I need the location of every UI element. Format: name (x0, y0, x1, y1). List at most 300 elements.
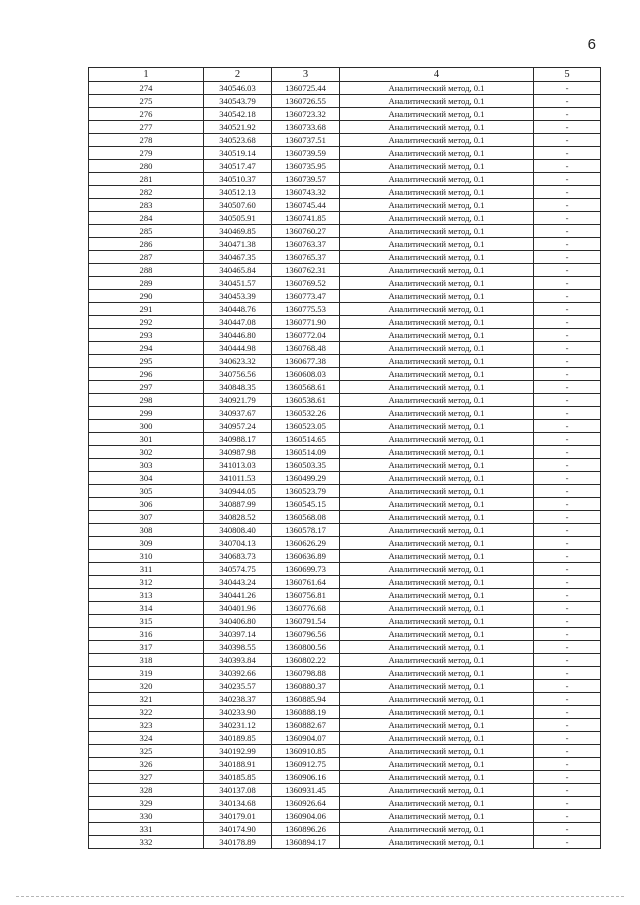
method-cell: Аналитический метод, 0.1 (340, 290, 534, 303)
method-cell: Аналитический метод, 0.1 (340, 316, 534, 329)
y-coordinate-cell: 1360776.68 (272, 602, 340, 615)
column-header-4: 4 (340, 68, 534, 82)
method-cell: Аналитический метод, 0.1 (340, 121, 534, 134)
note-cell: - (534, 329, 601, 342)
table-row (89, 498, 601, 511)
x-coordinate-cell: 340921.79 (204, 394, 272, 407)
method-cell: Аналитический метод, 0.1 (340, 433, 534, 446)
y-coordinate-cell: 1360608.03 (272, 368, 340, 381)
y-coordinate-cell: 1360904.07 (272, 732, 340, 745)
table-row (89, 836, 601, 849)
y-coordinate-cell: 1360733.68 (272, 121, 340, 134)
method-cell: Аналитический метод, 0.1 (340, 693, 534, 706)
note-cell: - (534, 316, 601, 329)
table-row (89, 628, 601, 641)
table-row (89, 121, 601, 134)
x-coordinate-cell: 340521.92 (204, 121, 272, 134)
note-cell: - (534, 303, 601, 316)
point-number-cell: 304 (89, 472, 204, 485)
y-coordinate-cell: 1360771.90 (272, 316, 340, 329)
table-row (89, 771, 601, 784)
y-coordinate-cell: 1360885.94 (272, 693, 340, 706)
table-row (89, 355, 601, 368)
x-coordinate-cell: 340231.12 (204, 719, 272, 732)
y-coordinate-cell: 1360768.48 (272, 342, 340, 355)
table-body (89, 82, 601, 849)
note-cell: - (534, 550, 601, 563)
point-number-cell: 282 (89, 186, 204, 199)
method-cell: Аналитический метод, 0.1 (340, 342, 534, 355)
table-row (89, 511, 601, 524)
x-coordinate-cell: 340397.14 (204, 628, 272, 641)
point-number-cell: 309 (89, 537, 204, 550)
column-header-3: 3 (272, 68, 340, 82)
x-coordinate-cell: 340406.80 (204, 615, 272, 628)
method-cell: Аналитический метод, 0.1 (340, 576, 534, 589)
y-coordinate-cell: 1360739.57 (272, 173, 340, 186)
x-coordinate-cell: 340453.39 (204, 290, 272, 303)
y-coordinate-cell: 1360896.26 (272, 823, 340, 836)
point-number-cell: 287 (89, 251, 204, 264)
table-row (89, 537, 601, 550)
note-cell: - (534, 836, 601, 849)
table-row (89, 524, 601, 537)
point-number-cell: 285 (89, 225, 204, 238)
table-row (89, 160, 601, 173)
note-cell: - (534, 472, 601, 485)
point-number-cell: 328 (89, 784, 204, 797)
table-row (89, 95, 601, 108)
table-row (89, 732, 601, 745)
method-cell: Аналитический метод, 0.1 (340, 485, 534, 498)
y-coordinate-cell: 1360882.67 (272, 719, 340, 732)
x-coordinate-cell: 340887.99 (204, 498, 272, 511)
table-row (89, 615, 601, 628)
method-cell: Аналитический метод, 0.1 (340, 134, 534, 147)
note-cell: - (534, 784, 601, 797)
x-coordinate-cell: 340398.55 (204, 641, 272, 654)
x-coordinate-cell: 340756.56 (204, 368, 272, 381)
note-cell: - (534, 745, 601, 758)
table-row (89, 251, 601, 264)
table-row (89, 368, 601, 381)
note-cell: - (534, 355, 601, 368)
point-number-cell: 289 (89, 277, 204, 290)
x-coordinate-cell: 340505.91 (204, 212, 272, 225)
method-cell: Аналитический метод, 0.1 (340, 784, 534, 797)
method-cell: Аналитический метод, 0.1 (340, 615, 534, 628)
y-coordinate-cell: 1360888.19 (272, 706, 340, 719)
table-row (89, 420, 601, 433)
y-coordinate-cell: 1360741.85 (272, 212, 340, 225)
table-row (89, 602, 601, 615)
point-number-cell: 302 (89, 446, 204, 459)
point-number-cell: 324 (89, 732, 204, 745)
x-coordinate-cell: 340465.84 (204, 264, 272, 277)
method-cell: Аналитический метод, 0.1 (340, 732, 534, 745)
y-coordinate-cell: 1360912.75 (272, 758, 340, 771)
table-header-row (89, 68, 601, 82)
y-coordinate-cell: 1360931.45 (272, 784, 340, 797)
note-cell: - (534, 173, 601, 186)
table-row (89, 316, 601, 329)
table-row (89, 446, 601, 459)
point-number-cell: 303 (89, 459, 204, 472)
point-number-cell: 329 (89, 797, 204, 810)
table-row (89, 745, 601, 758)
note-cell: - (534, 563, 601, 576)
x-coordinate-cell: 340233.90 (204, 706, 272, 719)
method-cell: Аналитический метод, 0.1 (340, 654, 534, 667)
point-number-cell: 290 (89, 290, 204, 303)
x-coordinate-cell: 340467.35 (204, 251, 272, 264)
point-number-cell: 279 (89, 147, 204, 160)
note-cell: - (534, 693, 601, 706)
x-coordinate-cell: 340507.60 (204, 199, 272, 212)
method-cell: Аналитический метод, 0.1 (340, 745, 534, 758)
method-cell: Аналитический метод, 0.1 (340, 238, 534, 251)
point-number-cell: 305 (89, 485, 204, 498)
note-cell: - (534, 394, 601, 407)
x-coordinate-cell: 340401.96 (204, 602, 272, 615)
table-row (89, 329, 601, 342)
note-cell: - (534, 589, 601, 602)
method-cell: Аналитический метод, 0.1 (340, 251, 534, 264)
method-cell: Аналитический метод, 0.1 (340, 355, 534, 368)
note-cell: - (534, 615, 601, 628)
y-coordinate-cell: 1360523.79 (272, 485, 340, 498)
column-header-2: 2 (204, 68, 272, 82)
y-coordinate-cell: 1360762.31 (272, 264, 340, 277)
method-cell: Аналитический метод, 0.1 (340, 641, 534, 654)
point-number-cell: 313 (89, 589, 204, 602)
y-coordinate-cell: 1360723.32 (272, 108, 340, 121)
table-row (89, 303, 601, 316)
table-row (89, 173, 601, 186)
method-cell: Аналитический метод, 0.1 (340, 771, 534, 784)
method-cell: Аналитический метод, 0.1 (340, 550, 534, 563)
table-row (89, 784, 601, 797)
method-cell: Аналитический метод, 0.1 (340, 173, 534, 186)
table-row (89, 680, 601, 693)
method-cell: Аналитический метод, 0.1 (340, 407, 534, 420)
x-coordinate-cell: 340517.47 (204, 160, 272, 173)
y-coordinate-cell: 1360523.05 (272, 420, 340, 433)
note-cell: - (534, 511, 601, 524)
note-cell: - (534, 251, 601, 264)
x-coordinate-cell: 340848.35 (204, 381, 272, 394)
x-coordinate-cell: 340451.57 (204, 277, 272, 290)
x-coordinate-cell: 340392.66 (204, 667, 272, 680)
method-cell: Аналитический метод, 0.1 (340, 225, 534, 238)
table-row (89, 199, 601, 212)
x-coordinate-cell: 340178.89 (204, 836, 272, 849)
y-coordinate-cell: 1360677.38 (272, 355, 340, 368)
y-coordinate-cell: 1360626.29 (272, 537, 340, 550)
y-coordinate-cell: 1360503.35 (272, 459, 340, 472)
method-cell: Аналитический метод, 0.1 (340, 329, 534, 342)
method-cell: Аналитический метод, 0.1 (340, 264, 534, 277)
note-cell: - (534, 537, 601, 550)
x-coordinate-cell: 340179.01 (204, 810, 272, 823)
note-cell: - (534, 238, 601, 251)
x-coordinate-cell: 340447.08 (204, 316, 272, 329)
note-cell: - (534, 758, 601, 771)
method-cell: Аналитический метод, 0.1 (340, 628, 534, 641)
x-coordinate-cell: 341011.53 (204, 472, 272, 485)
note-cell: - (534, 381, 601, 394)
x-coordinate-cell: 340542.18 (204, 108, 272, 121)
note-cell: - (534, 680, 601, 693)
method-cell: Аналитический метод, 0.1 (340, 82, 534, 95)
point-number-cell: 293 (89, 329, 204, 342)
point-number-cell: 330 (89, 810, 204, 823)
note-cell: - (534, 368, 601, 381)
note-cell: - (534, 264, 601, 277)
x-coordinate-cell: 340957.24 (204, 420, 272, 433)
y-coordinate-cell: 1360739.59 (272, 147, 340, 160)
note-cell: - (534, 407, 601, 420)
table-row (89, 147, 601, 160)
point-number-cell: 311 (89, 563, 204, 576)
y-coordinate-cell: 1360800.56 (272, 641, 340, 654)
note-cell: - (534, 108, 601, 121)
point-number-cell: 298 (89, 394, 204, 407)
x-coordinate-cell: 341013.03 (204, 459, 272, 472)
table-row (89, 225, 601, 238)
method-cell: Аналитический метод, 0.1 (340, 498, 534, 511)
table-row (89, 576, 601, 589)
method-cell: Аналитический метод, 0.1 (340, 420, 534, 433)
note-cell: - (534, 706, 601, 719)
x-coordinate-cell: 340185.85 (204, 771, 272, 784)
point-number-cell: 312 (89, 576, 204, 589)
y-coordinate-cell: 1360514.09 (272, 446, 340, 459)
x-coordinate-cell: 340448.76 (204, 303, 272, 316)
y-coordinate-cell: 1360514.65 (272, 433, 340, 446)
x-coordinate-cell: 340987.98 (204, 446, 272, 459)
point-number-cell: 286 (89, 238, 204, 251)
x-coordinate-cell: 340174.90 (204, 823, 272, 836)
point-number-cell: 308 (89, 524, 204, 537)
point-number-cell: 278 (89, 134, 204, 147)
x-coordinate-cell: 340393.84 (204, 654, 272, 667)
y-coordinate-cell: 1360775.53 (272, 303, 340, 316)
point-number-cell: 274 (89, 82, 204, 95)
point-number-cell: 321 (89, 693, 204, 706)
method-cell: Аналитический метод, 0.1 (340, 368, 534, 381)
method-cell: Аналитический метод, 0.1 (340, 277, 534, 290)
page-bottom-rule (16, 896, 624, 897)
note-cell: - (534, 82, 601, 95)
page-number: 6 (587, 36, 596, 53)
note-cell: - (534, 95, 601, 108)
y-coordinate-cell: 1360499.29 (272, 472, 340, 485)
table-row (89, 823, 601, 836)
method-cell: Аналитический метод, 0.1 (340, 810, 534, 823)
note-cell: - (534, 771, 601, 784)
y-coordinate-cell: 1360791.54 (272, 615, 340, 628)
table-row (89, 485, 601, 498)
y-coordinate-cell: 1360568.61 (272, 381, 340, 394)
note-cell: - (534, 810, 601, 823)
table-row (89, 212, 601, 225)
x-coordinate-cell: 340944.05 (204, 485, 272, 498)
note-cell: - (534, 199, 601, 212)
note-cell: - (534, 667, 601, 680)
y-coordinate-cell: 1360798.88 (272, 667, 340, 680)
note-cell: - (534, 719, 601, 732)
y-coordinate-cell: 1360725.44 (272, 82, 340, 95)
table-row (89, 277, 601, 290)
y-coordinate-cell: 1360737.51 (272, 134, 340, 147)
note-cell: - (534, 186, 601, 199)
x-coordinate-cell: 340937.67 (204, 407, 272, 420)
x-coordinate-cell: 340192.99 (204, 745, 272, 758)
y-coordinate-cell: 1360743.32 (272, 186, 340, 199)
point-number-cell: 301 (89, 433, 204, 446)
x-coordinate-cell: 340443.24 (204, 576, 272, 589)
x-coordinate-cell: 340704.13 (204, 537, 272, 550)
table-row (89, 589, 601, 602)
method-cell: Аналитический метод, 0.1 (340, 667, 534, 680)
x-coordinate-cell: 340519.14 (204, 147, 272, 160)
table-row (89, 394, 601, 407)
point-number-cell: 320 (89, 680, 204, 693)
x-coordinate-cell: 340441.26 (204, 589, 272, 602)
table-row (89, 381, 601, 394)
method-cell: Аналитический метод, 0.1 (340, 719, 534, 732)
method-cell: Аналитический метод, 0.1 (340, 303, 534, 316)
method-cell: Аналитический метод, 0.1 (340, 381, 534, 394)
method-cell: Аналитический метод, 0.1 (340, 602, 534, 615)
x-coordinate-cell: 340683.73 (204, 550, 272, 563)
note-cell: - (534, 576, 601, 589)
y-coordinate-cell: 1360773.47 (272, 290, 340, 303)
note-cell: - (534, 732, 601, 745)
y-coordinate-cell: 1360763.37 (272, 238, 340, 251)
note-cell: - (534, 459, 601, 472)
note-cell: - (534, 602, 601, 615)
point-number-cell: 284 (89, 212, 204, 225)
note-cell: - (534, 121, 601, 134)
x-coordinate-cell: 340137.08 (204, 784, 272, 797)
point-number-cell: 281 (89, 173, 204, 186)
method-cell: Аналитический метод, 0.1 (340, 147, 534, 160)
table-row (89, 758, 601, 771)
point-number-cell: 294 (89, 342, 204, 355)
point-number-cell: 288 (89, 264, 204, 277)
y-coordinate-cell: 1360761.64 (272, 576, 340, 589)
method-cell: Аналитический метод, 0.1 (340, 459, 534, 472)
point-number-cell: 319 (89, 667, 204, 680)
point-number-cell: 307 (89, 511, 204, 524)
note-cell: - (534, 134, 601, 147)
method-cell: Аналитический метод, 0.1 (340, 680, 534, 693)
y-coordinate-cell: 1360880.37 (272, 680, 340, 693)
note-cell: - (534, 433, 601, 446)
x-coordinate-cell: 340808.40 (204, 524, 272, 537)
x-coordinate-cell: 340510.37 (204, 173, 272, 186)
y-coordinate-cell: 1360568.08 (272, 511, 340, 524)
y-coordinate-cell: 1360926.64 (272, 797, 340, 810)
point-number-cell: 292 (89, 316, 204, 329)
method-cell: Аналитический метод, 0.1 (340, 706, 534, 719)
note-cell: - (534, 277, 601, 290)
point-number-cell: 322 (89, 706, 204, 719)
point-number-cell: 300 (89, 420, 204, 433)
point-number-cell: 277 (89, 121, 204, 134)
point-number-cell: 317 (89, 641, 204, 654)
y-coordinate-cell: 1360545.15 (272, 498, 340, 511)
point-number-cell: 318 (89, 654, 204, 667)
method-cell: Аналитический метод, 0.1 (340, 758, 534, 771)
note-cell: - (534, 290, 601, 303)
point-number-cell: 316 (89, 628, 204, 641)
point-number-cell: 323 (89, 719, 204, 732)
point-number-cell: 327 (89, 771, 204, 784)
y-coordinate-cell: 1360904.06 (272, 810, 340, 823)
x-coordinate-cell: 340134.68 (204, 797, 272, 810)
point-number-cell: 315 (89, 615, 204, 628)
table-row (89, 134, 601, 147)
method-cell: Аналитический метод, 0.1 (340, 199, 534, 212)
point-number-cell: 295 (89, 355, 204, 368)
note-cell: - (534, 485, 601, 498)
table-row (89, 563, 601, 576)
note-cell: - (534, 628, 601, 641)
y-coordinate-cell: 1360735.95 (272, 160, 340, 173)
table-row (89, 407, 601, 420)
method-cell: Аналитический метод, 0.1 (340, 472, 534, 485)
note-cell: - (534, 342, 601, 355)
y-coordinate-cell: 1360772.04 (272, 329, 340, 342)
table-row (89, 719, 601, 732)
x-coordinate-cell: 340988.17 (204, 433, 272, 446)
note-cell: - (534, 225, 601, 238)
point-number-cell: 275 (89, 95, 204, 108)
table-row (89, 472, 601, 485)
x-coordinate-cell: 340523.68 (204, 134, 272, 147)
method-cell: Аналитический метод, 0.1 (340, 836, 534, 849)
y-coordinate-cell: 1360894.17 (272, 836, 340, 849)
x-coordinate-cell: 340543.79 (204, 95, 272, 108)
method-cell: Аналитический метод, 0.1 (340, 108, 534, 121)
table-row (89, 264, 601, 277)
point-number-cell: 331 (89, 823, 204, 836)
point-number-cell: 310 (89, 550, 204, 563)
method-cell: Аналитический метод, 0.1 (340, 823, 534, 836)
coordinates-table (88, 67, 601, 849)
point-number-cell: 326 (89, 758, 204, 771)
y-coordinate-cell: 1360906.16 (272, 771, 340, 784)
method-cell: Аналитический метод, 0.1 (340, 797, 534, 810)
y-coordinate-cell: 1360538.61 (272, 394, 340, 407)
x-coordinate-cell: 340623.32 (204, 355, 272, 368)
y-coordinate-cell: 1360726.55 (272, 95, 340, 108)
table-row (89, 654, 601, 667)
x-coordinate-cell: 340188.91 (204, 758, 272, 771)
method-cell: Аналитический метод, 0.1 (340, 524, 534, 537)
table-row (89, 186, 601, 199)
point-number-cell: 306 (89, 498, 204, 511)
x-coordinate-cell: 340546.03 (204, 82, 272, 95)
table-row (89, 82, 601, 95)
table-row (89, 797, 601, 810)
y-coordinate-cell: 1360578.17 (272, 524, 340, 537)
note-cell: - (534, 524, 601, 537)
y-coordinate-cell: 1360636.89 (272, 550, 340, 563)
